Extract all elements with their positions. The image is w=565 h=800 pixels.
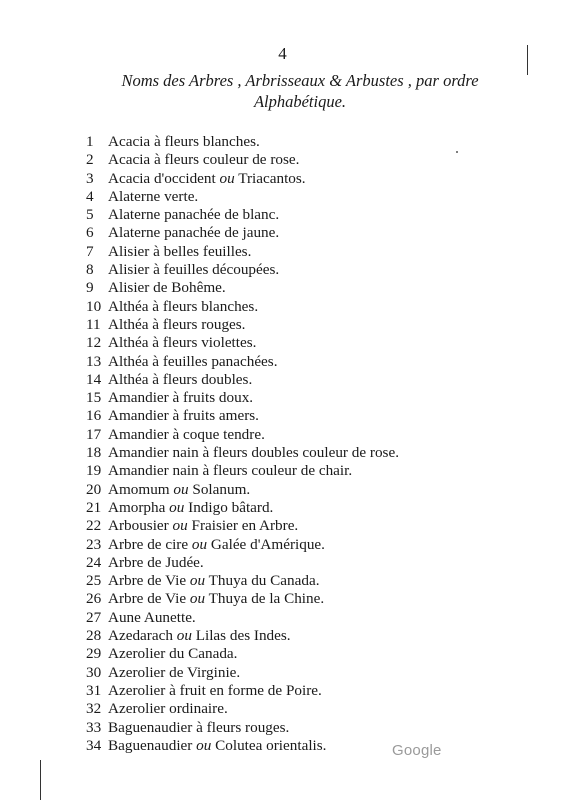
- entry-text: Azerolier de Virginie.: [108, 663, 241, 681]
- entry-text: Alisier à belles feuilles.: [108, 242, 252, 260]
- entry-text: Fraisier en Arbre.: [187, 517, 299, 535]
- entry-number: 14: [86, 370, 102, 388]
- entry-number: 10: [86, 297, 102, 315]
- entry-number: 9: [86, 279, 94, 297]
- entry-text: Acacia d'occident: [108, 169, 220, 187]
- list-item: [86, 206, 399, 224]
- entry-text: Arbre de Judée.: [108, 553, 204, 571]
- entry-text: Azerolier ordinaire.: [108, 700, 228, 718]
- entry-text: Amorpha: [108, 498, 170, 516]
- entry-text: Colutea orientalis.: [211, 736, 327, 754]
- entry-connector: ou: [196, 736, 212, 754]
- entry-number: 23: [86, 535, 102, 553]
- entry-number: 22: [86, 517, 102, 535]
- entry-text: Solanum.: [188, 480, 251, 498]
- entry-connector: ou: [173, 480, 189, 498]
- list-item: [86, 554, 399, 572]
- entry-number: 7: [86, 242, 94, 260]
- entry-connector: ou: [219, 169, 235, 187]
- entry-text: Althéa à feuilles panachées.: [108, 352, 278, 370]
- entry-text: Althéa à fleurs violettes.: [108, 334, 257, 352]
- page-number: 4: [278, 44, 287, 63]
- entry-text: Althéa à fleurs doubles.: [108, 370, 253, 388]
- entry-text: Baguenaudier à fleurs rouges.: [108, 718, 290, 736]
- entry-number: 24: [86, 553, 102, 571]
- entry-number: 18: [86, 444, 102, 462]
- watermark: Google: [392, 742, 442, 759]
- entry-text: Alaterne panachée de jaune.: [108, 224, 280, 242]
- list-item: [86, 371, 399, 389]
- entry-text: Acacia à fleurs blanches.: [108, 133, 260, 150]
- entry-text: Althéa à fleurs rouges.: [108, 315, 246, 333]
- entry-number: 12: [86, 334, 102, 352]
- entry-text: Arbousier: [108, 517, 173, 535]
- entry-text: Arbre de cire: [108, 535, 192, 553]
- list-item: [86, 243, 399, 261]
- entry-number: 31: [86, 681, 102, 699]
- entry-text: Alisier de Bohême.: [108, 279, 226, 297]
- entry-number: 34: [86, 736, 102, 754]
- entry-number: 33: [86, 718, 102, 736]
- list-item: [86, 261, 399, 279]
- entry-text: Azerolier à fruit en forme de Poire.: [108, 681, 322, 699]
- entry-number: 13: [86, 352, 102, 370]
- scan-edge-line: [40, 760, 41, 800]
- entry-number: 15: [86, 389, 102, 407]
- entry-number: 2: [86, 151, 94, 169]
- list-item: [86, 316, 399, 334]
- list-item: [86, 444, 399, 462]
- entry-text: Amandier à fruits doux.: [108, 389, 254, 407]
- list-item: [86, 572, 399, 590]
- entry-number: 30: [86, 663, 102, 681]
- entry-number: 6: [86, 224, 94, 242]
- entry-text: Thuya du Canada.: [205, 572, 320, 590]
- entry-list: [86, 133, 399, 755]
- entry-text: Triacantos.: [234, 169, 306, 187]
- entry-number: 25: [86, 572, 102, 590]
- entry-text: Alaterne panachée de blanc.: [108, 206, 280, 224]
- entry-text: Arbre de Vie: [108, 590, 190, 608]
- entry-text: Azedarach: [108, 627, 177, 645]
- entry-number: 19: [86, 462, 102, 480]
- list-item: [86, 499, 399, 517]
- entry-text: Galée d'Amérique.: [207, 535, 325, 553]
- list-item: [86, 462, 399, 480]
- entry-number: 27: [86, 608, 102, 626]
- list-item: [86, 645, 399, 663]
- entry-text: Aune Aunette.: [108, 608, 196, 626]
- page-title: [60, 70, 540, 112]
- entry-text: Baguenaudier: [108, 736, 197, 754]
- entry-number: 16: [86, 407, 102, 425]
- entry-text: Amandier nain à fleurs couleur de chair.: [108, 462, 353, 480]
- list-item: [86, 279, 399, 297]
- entry-number: 17: [86, 425, 102, 443]
- entry-connector: ou: [189, 590, 206, 608]
- entry-text: Acacia à fleurs couleur de rose.: [108, 151, 300, 169]
- list-item: [86, 664, 399, 682]
- entry-number: 29: [86, 645, 102, 663]
- entry-number: 32: [86, 700, 102, 718]
- list-item: [86, 224, 399, 242]
- entry-number: 3: [86, 169, 94, 187]
- list-item: [86, 407, 399, 425]
- entry-number: 4: [86, 187, 94, 205]
- entry-text: Althéa à fleurs blanches.: [108, 297, 259, 315]
- entry-text: Lilas des Indes.: [191, 627, 291, 645]
- scan-speck: [456, 151, 458, 153]
- list-item: [86, 170, 399, 188]
- list-item: [86, 700, 399, 718]
- entry-number: 11: [86, 315, 101, 333]
- list-item: [86, 517, 399, 535]
- list-item: [86, 426, 399, 444]
- scan-edge-line: [527, 45, 528, 75]
- entry-number: 8: [86, 261, 94, 279]
- list-item: [86, 389, 399, 407]
- entry-text: Amomum: [108, 480, 174, 498]
- entry-number: 20: [86, 480, 102, 498]
- list-item: [86, 627, 399, 645]
- entry-text: Amandier à coque tendre.: [108, 425, 265, 443]
- entry-text: Indigo bâtard.: [184, 498, 274, 516]
- entry-text: Azerolier du Canada.: [108, 645, 238, 663]
- list-item: [86, 719, 399, 737]
- entry-connector: ou: [189, 572, 206, 590]
- entry-text: Thuya de la Chine.: [205, 590, 325, 608]
- entry-number: 5: [86, 206, 94, 224]
- entry-text: Amandier à fruits amers.: [108, 407, 259, 425]
- list-item: [86, 133, 399, 151]
- page-title-line-1: Noms des Arbres , Arbrisseaux & Arbustes , par ordre: [121, 71, 479, 90]
- entry-number: 21: [86, 498, 102, 516]
- list-item: [86, 298, 399, 316]
- list-item: [86, 590, 399, 608]
- entry-text: Amandier nain à fleurs doubles couleur de rose.: [108, 444, 399, 462]
- entry-connector: ou: [169, 498, 185, 516]
- entry-text: Arbre de Vie: [108, 572, 190, 590]
- entry-number: 28: [86, 627, 102, 645]
- entry-text: Alaterne verte.: [108, 187, 199, 205]
- list-item: [86, 188, 399, 206]
- entry-connector: ou: [172, 517, 188, 535]
- entry-connector: ou: [176, 627, 192, 645]
- list-item: [86, 353, 399, 371]
- entry-number: 26: [86, 590, 102, 608]
- entry-text: Alisier à feuilles découpées.: [108, 261, 280, 279]
- entry-connector: ou: [191, 535, 208, 553]
- list-item: [86, 609, 399, 627]
- list-item: [86, 151, 399, 169]
- list-item: [86, 737, 399, 755]
- page-title-line-2: Alphabétique.: [253, 92, 347, 111]
- list-item: [86, 682, 399, 700]
- entry-number: 1: [86, 133, 94, 150]
- list-item: [86, 536, 399, 554]
- list-item: [86, 481, 399, 499]
- list-item: [86, 334, 399, 352]
